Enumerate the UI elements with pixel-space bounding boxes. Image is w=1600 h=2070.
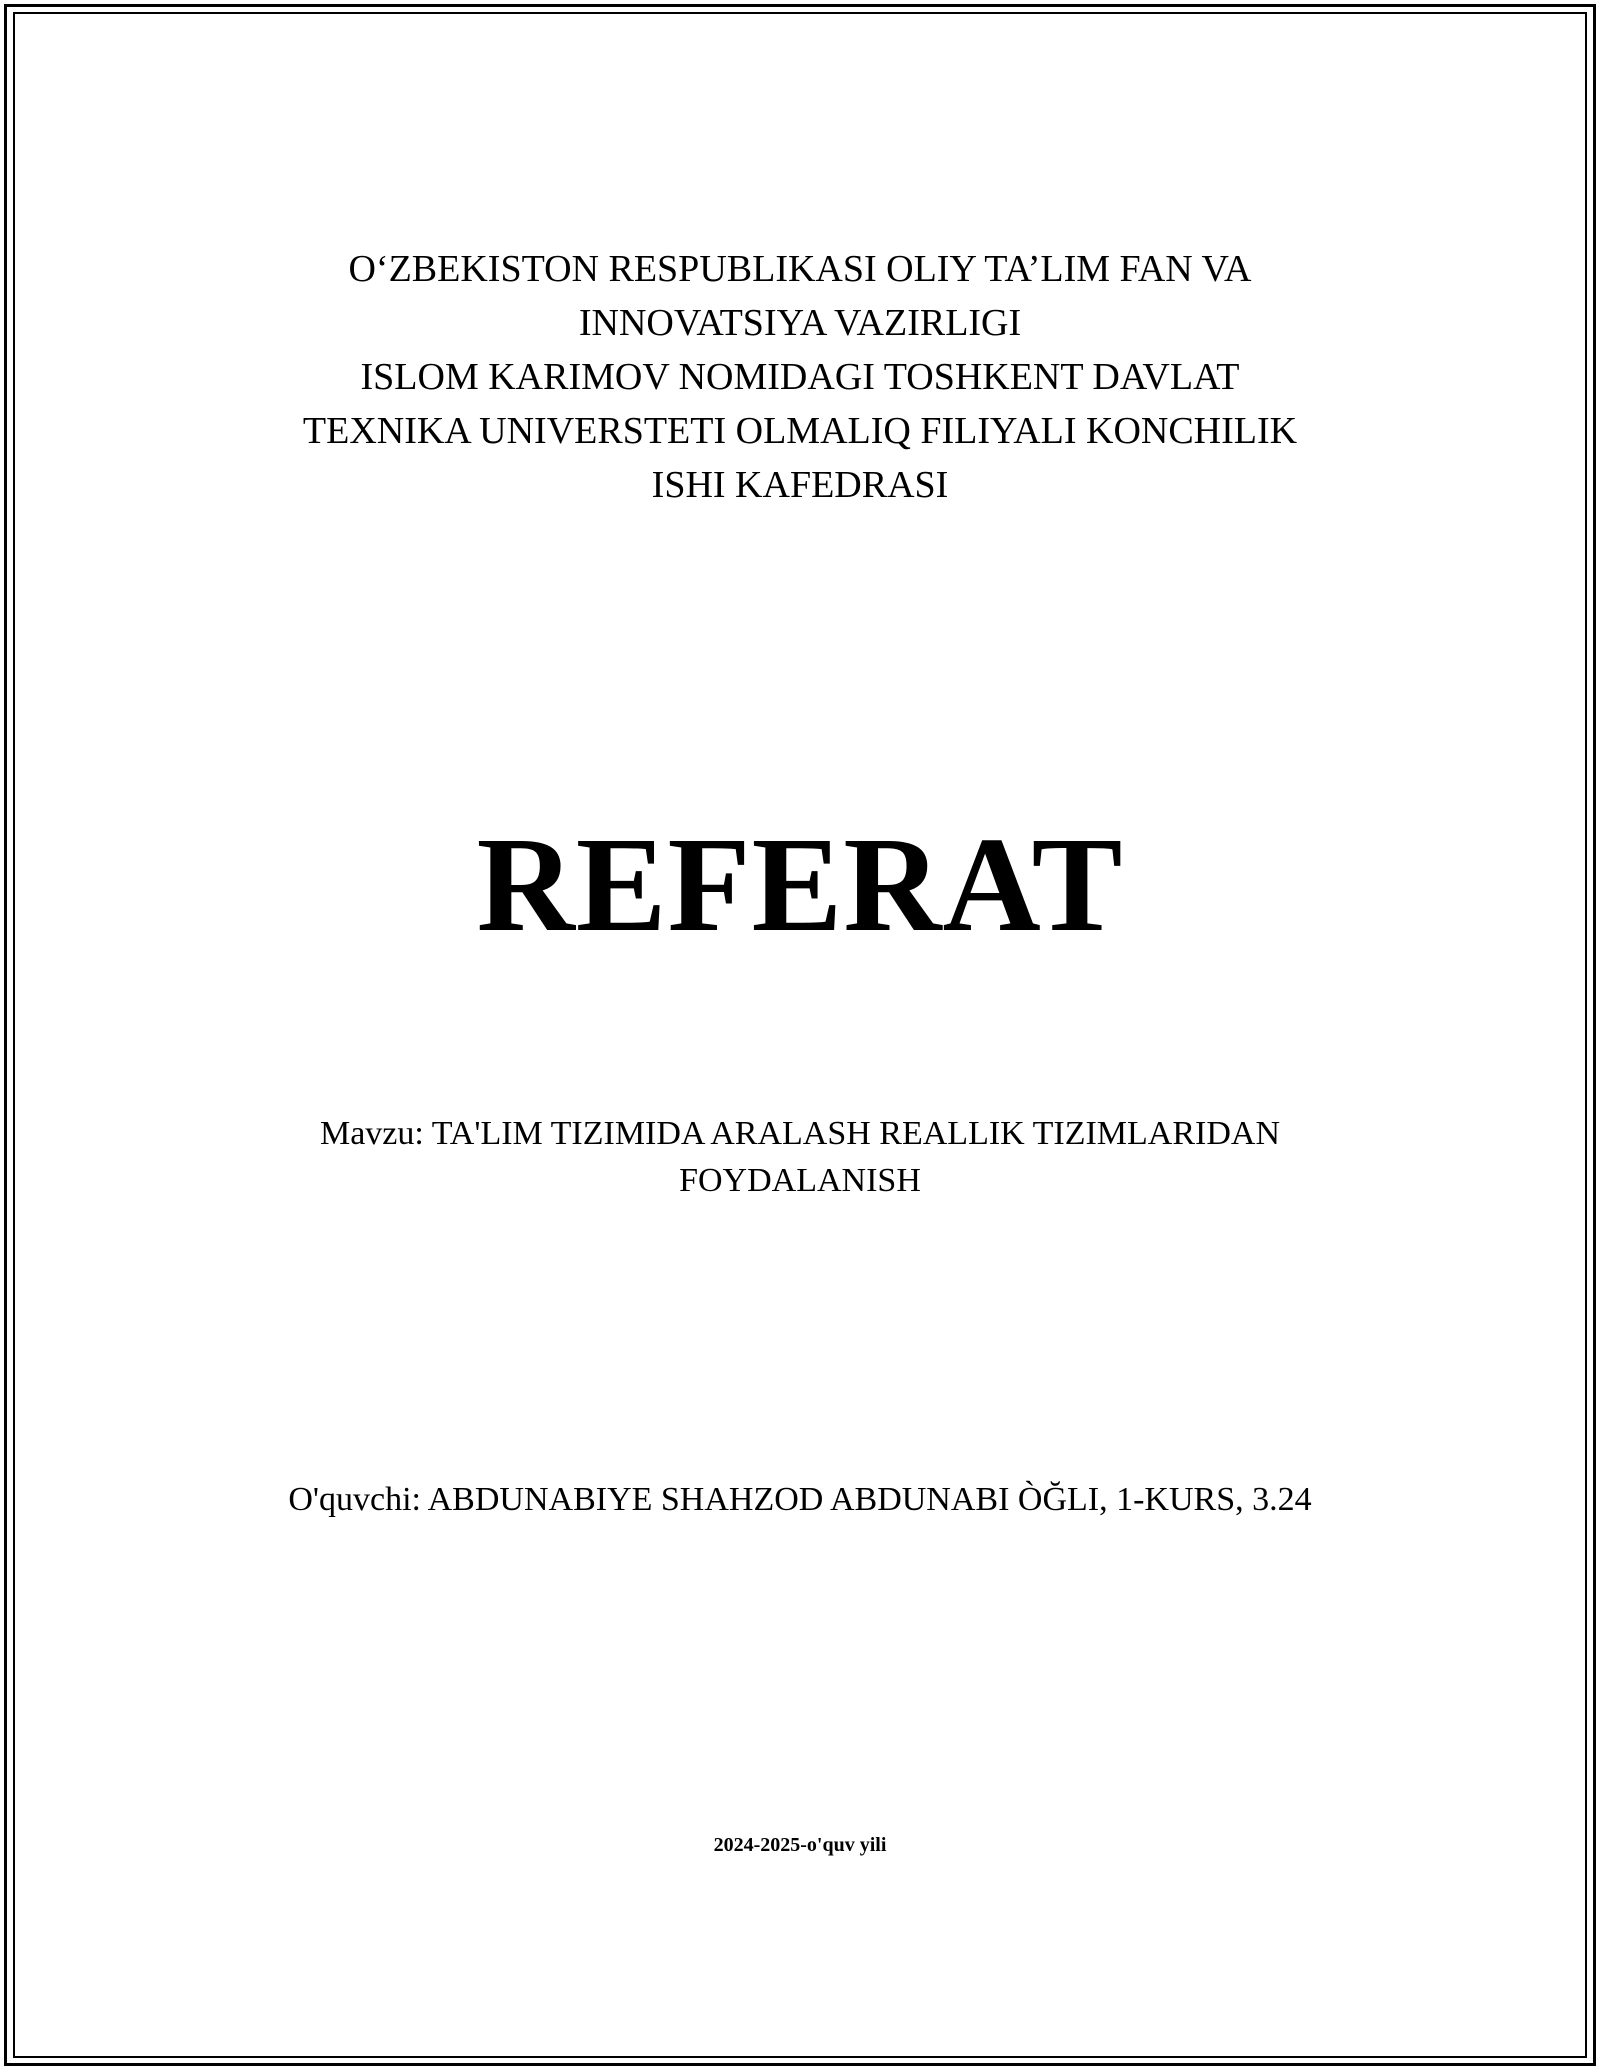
institution-header	[0, 242, 1600, 512]
header-line: INNOVATSIYA VAZIRLIGI	[578, 302, 1022, 344]
document-title: REFERAT	[476, 810, 1124, 960]
academic-year: 2024-2025-o'quv yili	[713, 1834, 887, 1856]
topic-line: FOYDALANISH	[679, 1162, 921, 1199]
topic-block	[0, 1110, 1600, 1204]
header-line: ISHI KAFEDRASI	[651, 464, 949, 506]
header-line: O‘ZBEKISTON RESPUBLIKASI OLIY TA’LIM FAN VA	[348, 248, 1252, 290]
header-line: ISLOM KARIMOV NOMIDAGI TOSHKENT DAVLAT	[360, 356, 1240, 398]
student-info: O'quvchi: ABDUNABIYE SHAHZOD ABDUNABI ÒĞLI, 1-KURS, 3.24	[288, 1481, 1312, 1518]
header-line: TEXNIKA UNIVERSTETI OLMALIQ FILIYALI KONCHILIK	[302, 410, 1298, 452]
topic-line: Mavzu: TA'LIM TIZIMIDA ARALASH REALLIK TIZIMLARIDAN	[319, 1115, 1281, 1152]
